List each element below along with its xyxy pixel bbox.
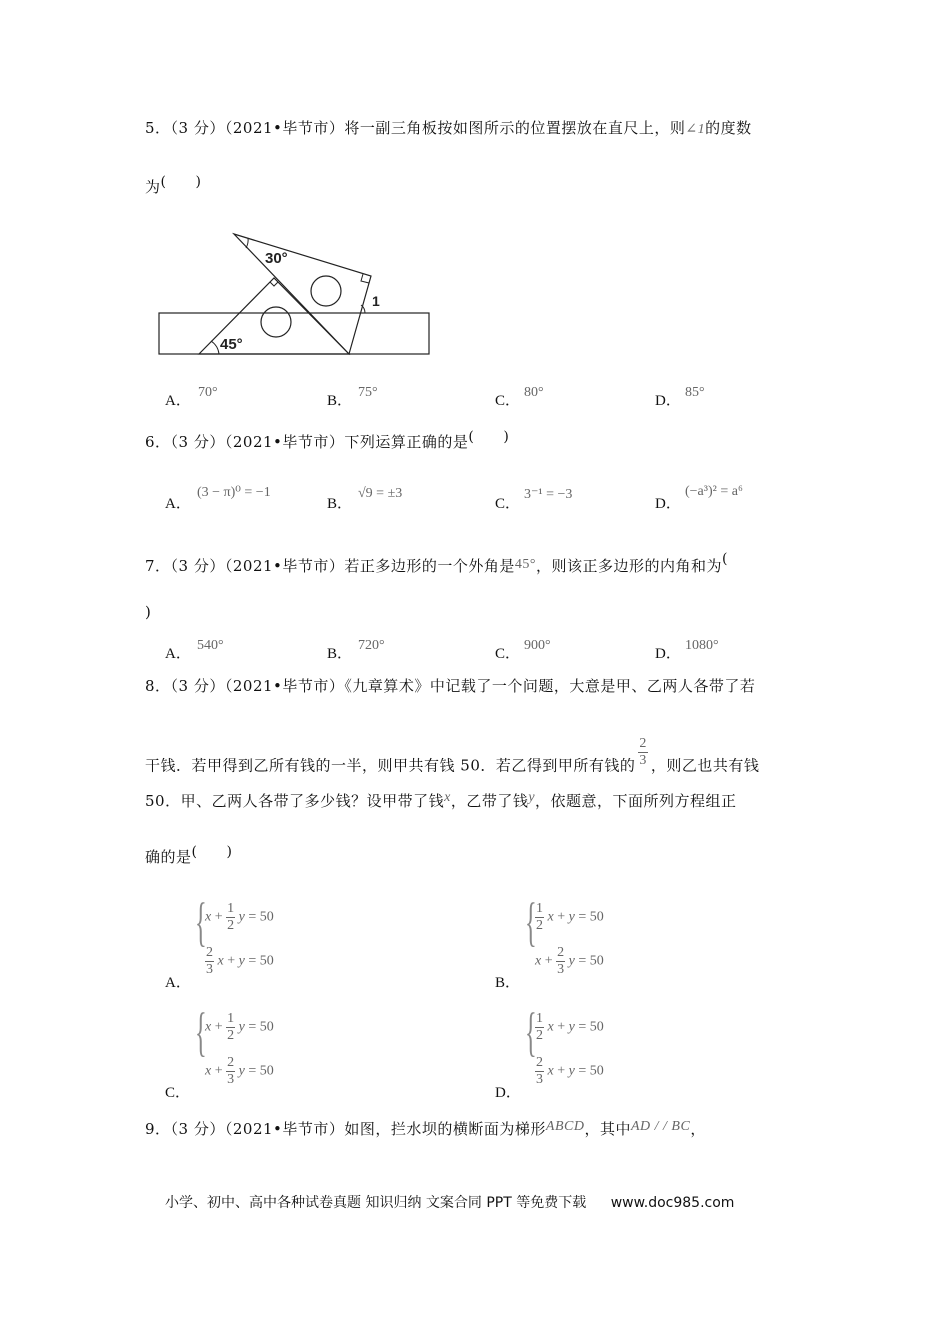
q5-stem-line2: 为	[145, 178, 161, 196]
q8-a-eq2: $\frac{2}{3}$ x + y = 50	[206, 945, 274, 977]
q8-fraction-two-thirds	[638, 736, 648, 769]
q8-b-eq2: x + $\frac{2}{3}$ y = 50	[535, 945, 604, 977]
q8-option-a-letter: A．	[165, 975, 191, 991]
q5-line1	[145, 118, 752, 140]
ruler-rect	[159, 313, 429, 354]
q7-options	[165, 638, 815, 662]
q9-stem-end: ，	[690, 1120, 706, 1138]
brace-icon: {	[525, 1002, 537, 1062]
brace-icon: {	[195, 892, 207, 952]
q8-d-eq2: $\frac{2}{3}$ x + y = 50	[536, 1055, 604, 1087]
footer-text: 小学、初中、高中各种试卷真题 知识归纳 文案合同 PPT 等免费下载	[165, 1195, 587, 1211]
q9-stem-text: 9．（3 分）（2021•毕节市）如图，拦水坝的横断面为梯形	[145, 1120, 546, 1138]
frac-numerator: 2	[639, 736, 647, 751]
q7-option-b-value: 720°	[358, 638, 385, 653]
q7-option-a-letter: A．	[165, 646, 191, 662]
q5-options	[165, 385, 815, 409]
q8-c-eq2: x + $\frac{2}{3}$ y = 50	[205, 1055, 274, 1087]
q8-a-eq1: x + $\frac{1}{2}$ y = 50	[205, 901, 274, 933]
q8-option-c-letter: C．	[165, 1085, 191, 1101]
q8-option-b-letter: B．	[495, 975, 521, 991]
q6-option-d-value: (−a³)² = a⁶	[685, 484, 743, 499]
brace-icon: {	[525, 892, 537, 952]
q7-option-d-letter: D．	[655, 646, 681, 662]
q8-var-x: x	[444, 790, 451, 805]
q8-line3-part-c: ，依题意，下面所列方程组正	[535, 792, 737, 810]
q5-option-b-value: 75°	[358, 385, 378, 400]
arc-30	[246, 238, 248, 248]
q8-line2	[145, 736, 760, 783]
q5-option-c-value: 80°	[524, 385, 544, 400]
q6-option-d-letter: D．	[655, 496, 681, 512]
q8-option-d-letter: D．	[495, 1085, 521, 1101]
q5-answer-paren: ( )	[160, 174, 202, 190]
footer-url-link[interactable]: www.doc985.com	[610, 1195, 735, 1211]
q8-option-c	[165, 1002, 465, 1101]
label-30: 30°	[265, 250, 288, 267]
q7-option-c-value: 900°	[524, 638, 551, 653]
q9-ad-parallel-bc: AD / / BC	[630, 1119, 691, 1134]
q6-options	[165, 484, 815, 512]
q6-option-b-value: √9 = ±3	[358, 486, 403, 501]
q6-option-c-value: 3⁻¹ = −3	[524, 487, 573, 502]
hole-circle-2	[261, 307, 291, 337]
footer	[165, 1192, 734, 1212]
q8-option-a	[165, 892, 465, 991]
q8-option-b	[495, 892, 795, 991]
q9-line1	[145, 1117, 706, 1139]
right-angle-mark-2	[270, 282, 278, 286]
q6-option-b-letter: B．	[327, 496, 353, 512]
triangle-30-60	[234, 234, 371, 354]
q8-line3	[145, 788, 737, 811]
q6-option-c-letter: C．	[495, 496, 521, 512]
q8-b-eq1: $\frac{1}{2}$ x + y = 50	[536, 901, 604, 933]
q7-angle-value: 45°	[514, 557, 536, 572]
q6-stem-text: 6．（3 分）（2021•毕节市）下列运算正确的是	[145, 433, 469, 451]
q8-option-d	[495, 1002, 795, 1101]
q8-line3-part-a: 50．甲、乙两人各带了多少钱？设甲带了钱	[145, 792, 445, 810]
q5-option-d-letter: D．	[655, 393, 681, 409]
q7-stem-text: 7．（3 分）（2021•毕节市）若正多边形的一个外角是	[145, 557, 515, 575]
q8-line2-part-b: ，则乙也共有钱	[650, 756, 760, 775]
q7-paren-close: )	[145, 603, 152, 621]
q6-answer-paren: ( )	[468, 429, 510, 445]
brace-icon: {	[195, 1002, 207, 1062]
q5-option-d-value: 85°	[685, 385, 705, 400]
q5-stem-end: 的度数	[705, 119, 752, 137]
q5-option-a-letter: A．	[165, 393, 191, 409]
q8-line1: 8．（3 分）（2021•毕节市）《九章算术》中记载了一个问题，大意是甲、乙两人各带了若	[145, 677, 756, 695]
hole-circle-1	[311, 276, 341, 306]
q5-angle-symbol: ∠1	[685, 122, 706, 137]
q7-option-b-letter: B．	[327, 646, 353, 662]
q5-option-b-letter: B．	[327, 393, 353, 409]
q7-line1	[145, 549, 728, 576]
q6-option-a-value: (3 − π)⁰ = −1	[197, 485, 271, 500]
q8-line4-text: 确的是	[145, 848, 192, 866]
q7-option-a-value: 540°	[197, 638, 224, 653]
q8-line4	[145, 842, 232, 867]
q5-stem-text: 5．（3 分）（2021•毕节市）将一副三角板按如图所示的位置摆放在直尺上，则	[145, 119, 686, 137]
q9-abcd: ABCD	[545, 1119, 585, 1134]
q5-line2	[145, 172, 201, 197]
q8-c-eq1: x + $\frac{1}{2}$ y = 50	[205, 1011, 274, 1043]
q6-option-a-letter: A．	[165, 496, 191, 512]
q8-d-eq1: $\frac{1}{2}$ x + y = 50	[536, 1011, 604, 1043]
label-45: 45°	[220, 336, 243, 353]
q8-answer-paren: ( )	[191, 844, 233, 860]
q7-stem-end: ，则该正多边形的内角和为	[536, 557, 723, 575]
arc-45	[211, 341, 219, 354]
q5-option-c-letter: C．	[495, 393, 521, 409]
q8-line2-part-a: 干钱．若甲得到乙所有钱的一半，则甲共有钱 50．若乙得到甲所有钱的	[145, 756, 636, 775]
q7-option-d-value: 1080°	[685, 638, 719, 653]
q6-line1	[145, 427, 509, 452]
q9-stem-mid: ，其中	[584, 1120, 631, 1138]
q5-option-a-value: 70°	[198, 385, 218, 400]
q7-option-c-letter: C．	[495, 646, 521, 662]
q8-line3-part-b: ，乙带了钱	[450, 792, 529, 810]
q5-figure	[150, 225, 440, 365]
label-1: 1	[372, 293, 380, 309]
q8-var-y: y	[528, 790, 536, 805]
frac-denominator: 3	[639, 753, 647, 768]
q7-paren-open: (	[722, 551, 728, 567]
